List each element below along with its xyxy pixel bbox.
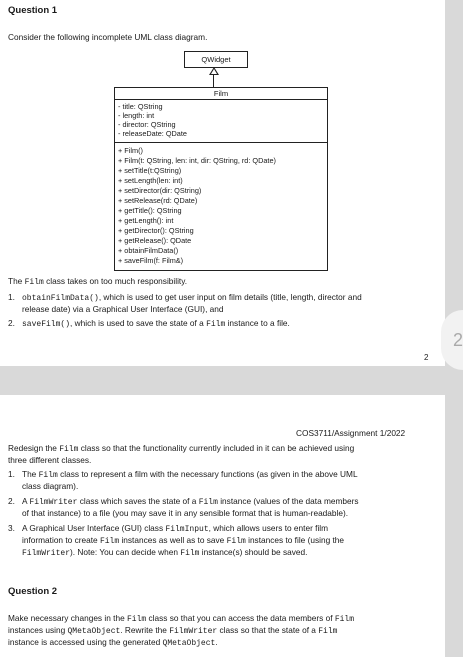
list-item-continuation: release date) via a Graphical User Interface (GUI), and — [22, 304, 224, 314]
list-item-number: 3. — [8, 523, 15, 533]
uml-operation: + obtainFilmData() — [118, 246, 179, 255]
uml-operation: + Film() — [118, 146, 143, 155]
page-two — [0, 395, 445, 657]
uml-operation: + getLength(): int — [118, 216, 174, 225]
question-2-paragraph: Make necessary changes in the Film class so that you can access the data members of Film — [8, 613, 355, 624]
uml-attribute: - releaseDate: QDate — [118, 129, 187, 138]
list-item-number: 1. — [8, 292, 15, 302]
uml-operation: + saveFilm(f: Film&) — [118, 256, 184, 265]
uml-parent-class: QWidget — [184, 51, 248, 68]
uml-attribute: - title: QString — [118, 102, 163, 111]
uml-attribute-separator — [115, 142, 327, 143]
uml-inheritance-arrow-inner — [211, 69, 217, 74]
list-item-number: 2. — [8, 496, 15, 506]
list-item-continuation: of that instance) to a file (you may save it in any sensible format that is human-readable). — [22, 508, 349, 518]
uml-attribute: - length: int — [118, 111, 155, 120]
list-item: The Film class to represent a film with the necessary functions (as given in the above UML — [22, 469, 358, 480]
uml-operation: + setTitle(t:QString) — [118, 166, 182, 175]
uml-operation: + setDirector(dir: QString) — [118, 186, 202, 195]
responsibility-sentence: The Film class takes on too much responsibility. — [8, 276, 188, 287]
redesign-paragraph: Redesign the Film class so that the functionality currently included in it can be achieved using — [8, 443, 355, 454]
page-indicator-tab[interactable]: 2 — [441, 310, 463, 370]
uml-operation: + Film(t: QString, len: int, dir: QString, rd: QDate) — [118, 156, 276, 165]
uml-operation: + getDirector(): QString — [118, 226, 194, 235]
redesign-paragraph-continuation: three different classes. — [8, 455, 92, 465]
uml-operation: + getTitle(): QString — [118, 206, 182, 215]
question-1-heading: Question 1 — [8, 5, 58, 16]
uml-operation: + getRelease(): QDate — [118, 236, 192, 245]
uml-name-separator — [115, 99, 327, 100]
page-number: 2 — [424, 353, 429, 362]
list-item-number: 2. — [8, 318, 15, 328]
list-item: obtainFilmData(), which is used to get user input on film details (title, length, director and — [22, 292, 362, 303]
list-item: A FilmWriter class which saves the state of a Film instance (values of the data members — [22, 496, 359, 507]
list-item: A Graphical User Interface (GUI) class FilmInput, which allows users to enter film — [22, 523, 329, 534]
list-item-number: 1. — [8, 469, 15, 479]
uml-operation: + setRelease(rd: QDate) — [118, 196, 198, 205]
question-1-intro: Consider the following incomplete UML class diagram. — [8, 32, 208, 42]
page-header: COS3711/Assignment 1/2022 — [296, 428, 406, 438]
list-item-continuation: FilmWriter). Note: You can decide when Film instance(s) should be saved. — [22, 547, 308, 558]
uml-attribute: - director: QString — [118, 120, 176, 129]
list-item: saveFilm(), which is used to save the state of a Film instance to a file. — [22, 318, 290, 329]
question-2-heading: Question 2 — [8, 586, 58, 597]
uml-operation: + setLength(len: int) — [118, 176, 183, 185]
uml-film-class — [114, 87, 328, 271]
list-item-continuation: class diagram). — [22, 481, 79, 491]
question-2-paragraph-line: instance is accessed using the generated QMetaObject. — [8, 637, 218, 648]
question-2-paragraph-line: instances using QMetaObject. Rewrite the FilmWriter class so that the state of a Film — [8, 625, 338, 636]
list-item-continuation: information to create Film instances as well as to save Film instances to file (using the — [22, 535, 345, 546]
uml-class-name: Film — [213, 89, 229, 98]
